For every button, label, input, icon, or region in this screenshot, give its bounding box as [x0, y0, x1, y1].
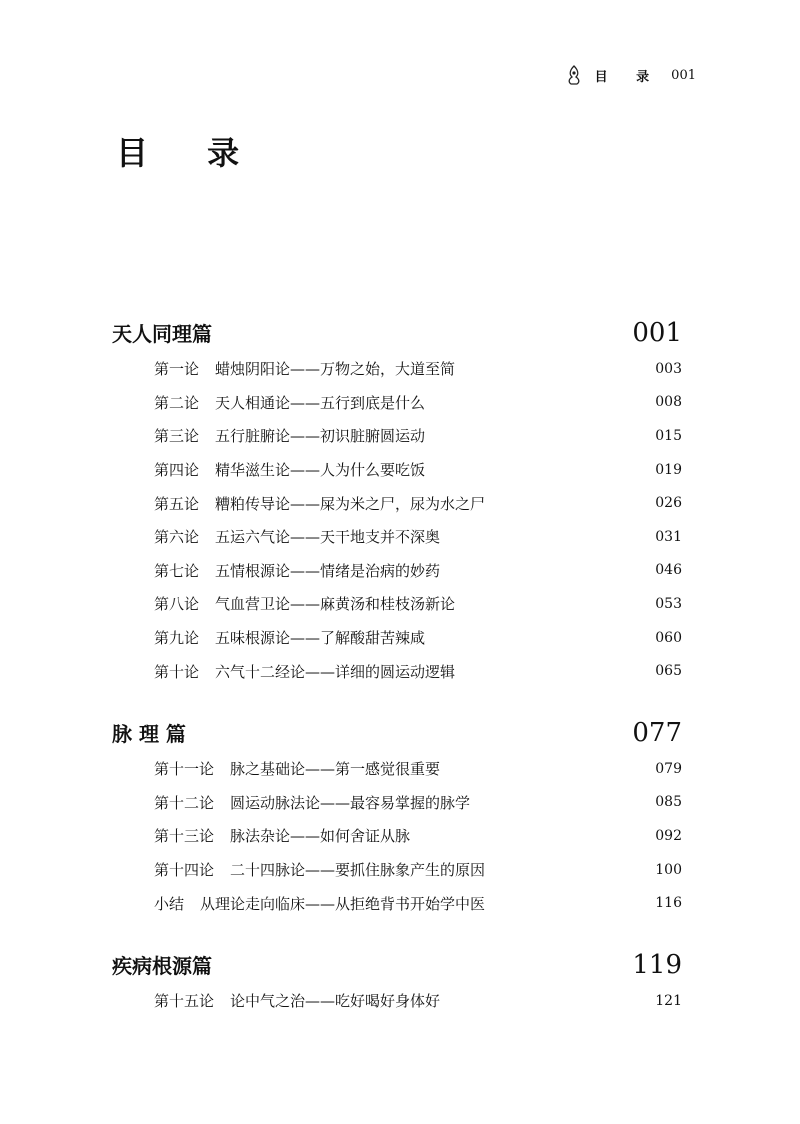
toc-entry[interactable]	[112, 786, 682, 820]
entry-page: 053	[655, 595, 682, 612]
ornament-icon	[563, 64, 585, 86]
entry-number: 第十三论	[154, 827, 215, 846]
toc-entry[interactable]	[112, 587, 682, 621]
section-heading[interactable]	[112, 950, 682, 984]
toc-entry[interactable]	[112, 520, 682, 554]
section-page: 077	[632, 718, 682, 748]
section-page: 119	[632, 950, 682, 980]
section-title: 脉 理 篇	[112, 722, 186, 746]
entry-page: 100	[655, 861, 682, 878]
entry-page: 046	[655, 562, 682, 579]
running-head-page: 001	[671, 67, 696, 83]
entry-page: 079	[655, 760, 682, 777]
toc-entry[interactable]	[112, 886, 682, 920]
entry-title: 精华滋生论——人为什么要吃饭	[215, 461, 426, 480]
entry-number: 第六论	[154, 528, 200, 547]
entry-title: 二十四脉论——要抓住脉象产生的原因	[230, 861, 486, 880]
section-title: 疾病根源篇	[112, 954, 212, 978]
entry-page: 026	[655, 495, 682, 512]
entry-number: 第四论	[154, 461, 200, 480]
toc-entry[interactable]	[112, 486, 682, 520]
entry-title: 脉法杂论——如何舍证从脉	[230, 827, 411, 846]
entry-title: 五味根源论——了解酸甜苦辣咸	[215, 629, 426, 648]
entry-number: 第三论	[154, 427, 200, 446]
toc-entry[interactable]	[112, 621, 682, 655]
entry-title: 五情根源论——情绪是治病的妙药	[215, 561, 441, 580]
entry-number: 小结	[154, 894, 185, 913]
entry-title: 糟粕传导论——屎为米之尸，尿为水之尸	[215, 494, 486, 513]
entry-number: 第十一论	[154, 760, 215, 779]
section-page: 001	[632, 318, 682, 348]
entry-page: 121	[655, 992, 682, 1009]
toc-section	[112, 318, 682, 688]
toc-entry[interactable]	[112, 984, 682, 1018]
entry-page: 116	[655, 895, 682, 912]
entry-title: 圆运动脉法论——最容易掌握的脉学	[230, 793, 471, 812]
toc-entry[interactable]	[112, 554, 682, 588]
entry-title: 脉之基础论——第一感觉很重要	[230, 760, 441, 779]
entry-number: 第一论	[154, 360, 200, 379]
entry-title: 从理论走向临床——从拒绝背书开始学中医	[200, 894, 486, 913]
entry-number: 第五论	[154, 494, 200, 513]
entry-page: 060	[655, 629, 682, 646]
entry-page: 019	[655, 461, 682, 478]
entry-title: 五行脏腑论——初识脏腑圆运动	[215, 427, 426, 446]
entry-title: 气血营卫论——麻黄汤和桂枝汤新论	[215, 595, 456, 614]
page-title: 目 录	[116, 134, 264, 172]
entry-page: 092	[655, 827, 682, 844]
entry-title: 五运六气论——天干地支并不深奥	[215, 528, 441, 547]
toc-entry[interactable]	[112, 352, 682, 386]
entry-page: 015	[655, 427, 682, 444]
entry-page: 031	[655, 528, 682, 545]
entry-number: 第十二论	[154, 793, 215, 812]
entry-title: 天人相通论——五行到底是什么	[215, 393, 426, 412]
entry-number: 第七论	[154, 561, 200, 580]
section-heading[interactable]	[112, 318, 682, 352]
toc-entry[interactable]	[112, 453, 682, 487]
entry-number: 第二论	[154, 393, 200, 412]
entry-number: 第十五论	[154, 992, 215, 1011]
entry-page: 085	[655, 794, 682, 811]
section-heading[interactable]	[112, 718, 682, 752]
entry-title: 蜡烛阴阳论——万物之始，大道至简	[215, 360, 456, 379]
toc-entry[interactable]	[112, 654, 682, 688]
toc-section	[112, 950, 682, 1018]
toc-entry[interactable]	[112, 419, 682, 453]
entry-page: 008	[655, 394, 682, 411]
toc-entry[interactable]	[112, 752, 682, 786]
entry-title: 六气十二经论——详细的圆运动逻辑	[215, 662, 456, 681]
entry-number: 第十四论	[154, 861, 215, 880]
entry-page: 065	[655, 663, 682, 680]
entry-number: 第九论	[154, 629, 200, 648]
running-head	[563, 64, 696, 86]
toc-section	[112, 718, 682, 920]
entry-number: 第八论	[154, 595, 200, 614]
entry-title: 论中气之治——吃好喝好身体好	[230, 992, 441, 1011]
section-title: 天人同理篇	[112, 322, 212, 346]
toc-entry[interactable]	[112, 853, 682, 887]
running-head-title: 目 录	[594, 69, 662, 85]
toc-entry[interactable]	[112, 386, 682, 420]
toc-entry[interactable]	[112, 819, 682, 853]
entry-page: 003	[655, 360, 682, 377]
entry-number: 第十论	[154, 662, 200, 681]
